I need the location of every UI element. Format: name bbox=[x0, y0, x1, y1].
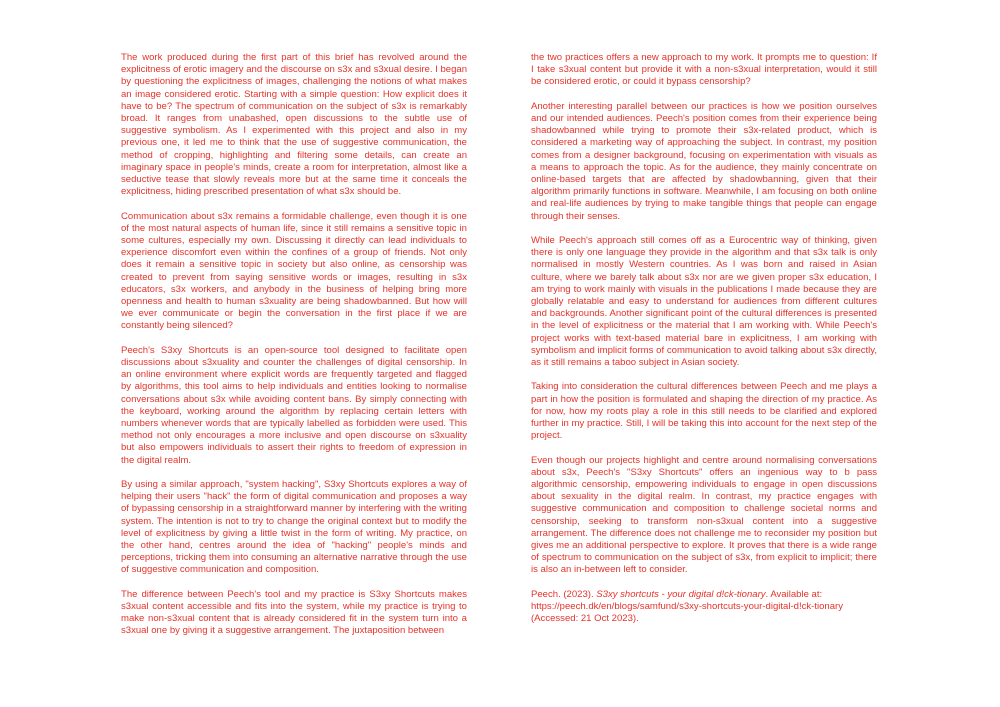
reference-title: S3xy shortcuts - your digital d!ck-tionary bbox=[596, 588, 766, 600]
paragraph-roots: Taking into consideration the cultural differences between Peech and me plays a part in how the position is formulated and shaping the direction of my practice. As for now, how my roots play a role in this still needs to be clarified and explored further in my practice. Still, I will be taking this into account for the next step of the project. bbox=[531, 381, 877, 442]
paragraph-cultural-differences: While Peech's approach still comes off as a Eurocentric way of thinking, given there is only one language they provide in the algorithm and that s3x talk is only normalised in mostly Western countries. As I was born and raised in Asian culture, where we barely talk about s3x nor are we given proper s3x education, I am trying to work mainly with visuals in the publications I made because they are globally relatable and easy to understand for audiences from different cultures and backgrounds. Another significant point of the cultural differences is presented in the level of explicitness or the material that I am working with. While Peech's project works with text-based material bare in explicitness, I am working with symbolism and implicit forms of communication to avoid talking about s3x directly, as it still remains a taboo subject in Asian society. bbox=[531, 235, 877, 369]
reference-citation bbox=[531, 589, 877, 626]
paragraph-difference: The difference between Peech's tool and my practice is S3xy Shortcuts makes s3xual content accessible and fits into the system, while my practice is trying to make non-s3xual content that is already considered fit in the system turn into a s3xual one by giving it a suggestive arrangement. The juxtaposition between bbox=[121, 588, 467, 637]
left-page-column bbox=[121, 52, 467, 650]
paragraph-juxtaposition: the two practices offers a new approach to my work. It prompts me to question: If I take s3xual content but provide it with a non-s3xual interpretation, would it still be considered erotic, or could it bypass censorship? bbox=[531, 52, 877, 88]
paragraph-system-hacking: By using a similar approach, "system hacking", S3xy Shortcuts explores a way of helping their users "hack" the form of digital communication and proposes a way of bypassing censorship in a straightforward manner by interfering with the writing system. The intention is not to try to change the original context but to modify the level of explicitness by giving a little twist in the form of writing. My practice, on the other hand, centres around the idea of "hacking" people's minds and perceptions, tricking them into consuming an alternative narrative through the use of suggestive communication and composition. bbox=[121, 479, 467, 576]
paragraph-communication-challenge: Communication about s3x remains a formidable challenge, even though it is one of the most natural aspects of human life, since it still remains a sensitive topic in some cultures, especially my own. Discussing it directly can lead individuals to experience discomfort even within the confines of a group of friends. Not only does it remain a sensitive topic in society but also online, as censorship was created to prevent from saying sensitive words or images, resulting in s3x educators, s3x workers, and anybody in the business of helping bring more openness and health to human s3xuality are being shadowbanned. But how will we ever communicate or begin the conversation in the first place if we are constantly being silenced? bbox=[121, 210, 467, 332]
paragraph-conclusion: Even though our projects highlight and centre around normalising conversations about s3x, Peech's "S3xy Shortcuts" offers an ingenious way to b pass algorithmic censorship, empowering individuals to engage in open discussions about sexuality in the digital realm. In contrast, my practice engages with suggestive communication and composition to challenge societal norms and censorship, seeking to transform non-s3xual content into a suggestive arrangement. The difference does not challenge me to reconsider my position but gives me an additional perspective to explore. It proves that there is a wide range of spectrum to communication on the subject of s3x, from explicit to implicit; there is also an in-between left to consider. bbox=[531, 454, 877, 576]
paragraph-erotic-imagery: The work produced during the first part of this brief has revolved around the explicitness of erotic imagery and the discourse on s3x and s3xual desire. I began by questioning the explicitness of images, challenging the notions of what makes an image considered erotic. Starting with a simple question: How explicit does it have to be? The spectrum of communication on the subject of s3x is remarkably broad. It ranges from unabashed, open discussions to the subtle use of suggestive symbolism. As I experimented with this project and also in my previous one, it led me to think that the use of suggestive communication, the method of cropping, highlighting and filtering some details, can create an imaginary space in people's minds, create a room for interpretation, almost like a seductive tease that slowly reveals more but at the same time it conceals the explicitness, hiding prescribed presentation of what s3x should be. bbox=[121, 52, 468, 198]
paragraph-audiences: Another interesting parallel between our practices is how we position ourselves and our intended audiences. Peech's position comes from their experience being shadowbanned while trying to promote their s3x-related product, which is considered a marketing way of approaching the subject. In contrast, my position comes from a designer background, focusing on experimentation with visuals as a means to approach the topic. As for the audience, they mainly concentrate on online-based targets that are affected by shadowbanning, given that their algorithm primarily functions in software. Meanwhile, I am focusing on both online and real-life audiences by trying to make tangible things that people can engage through their senses. bbox=[531, 100, 877, 222]
reference-details: . Available at: https://peech.dk/en/blogs/samfund/s3xy-shortcuts-your-digital-d!ck-tionary (Accessed: 21 Oct 2023). bbox=[531, 588, 844, 625]
paragraph-peech-tool: Peech's S3xy Shortcuts is an open-source tool designed to facilitate open discussions about s3xuality and counter the challenges of digital censorship. In an online environment where explicit words are frequently targeted and flagged by algorithms, this tool aims to help individuals and entities looking to normalise conversations about s3x while avoiding content bans. By simply connecting with the keyboard, working around the algorithm by replacing certain letters with numbers whenever words that are typically labelled as forbidden were used. This method not only encourages a more inclusive and open discourse on s3xuality but also empowers individuals to assert their rights to freedom of expression in the digital realm. bbox=[121, 344, 467, 466]
reference-author: Peech. (2023). bbox=[531, 588, 597, 600]
right-page-column bbox=[531, 52, 877, 638]
